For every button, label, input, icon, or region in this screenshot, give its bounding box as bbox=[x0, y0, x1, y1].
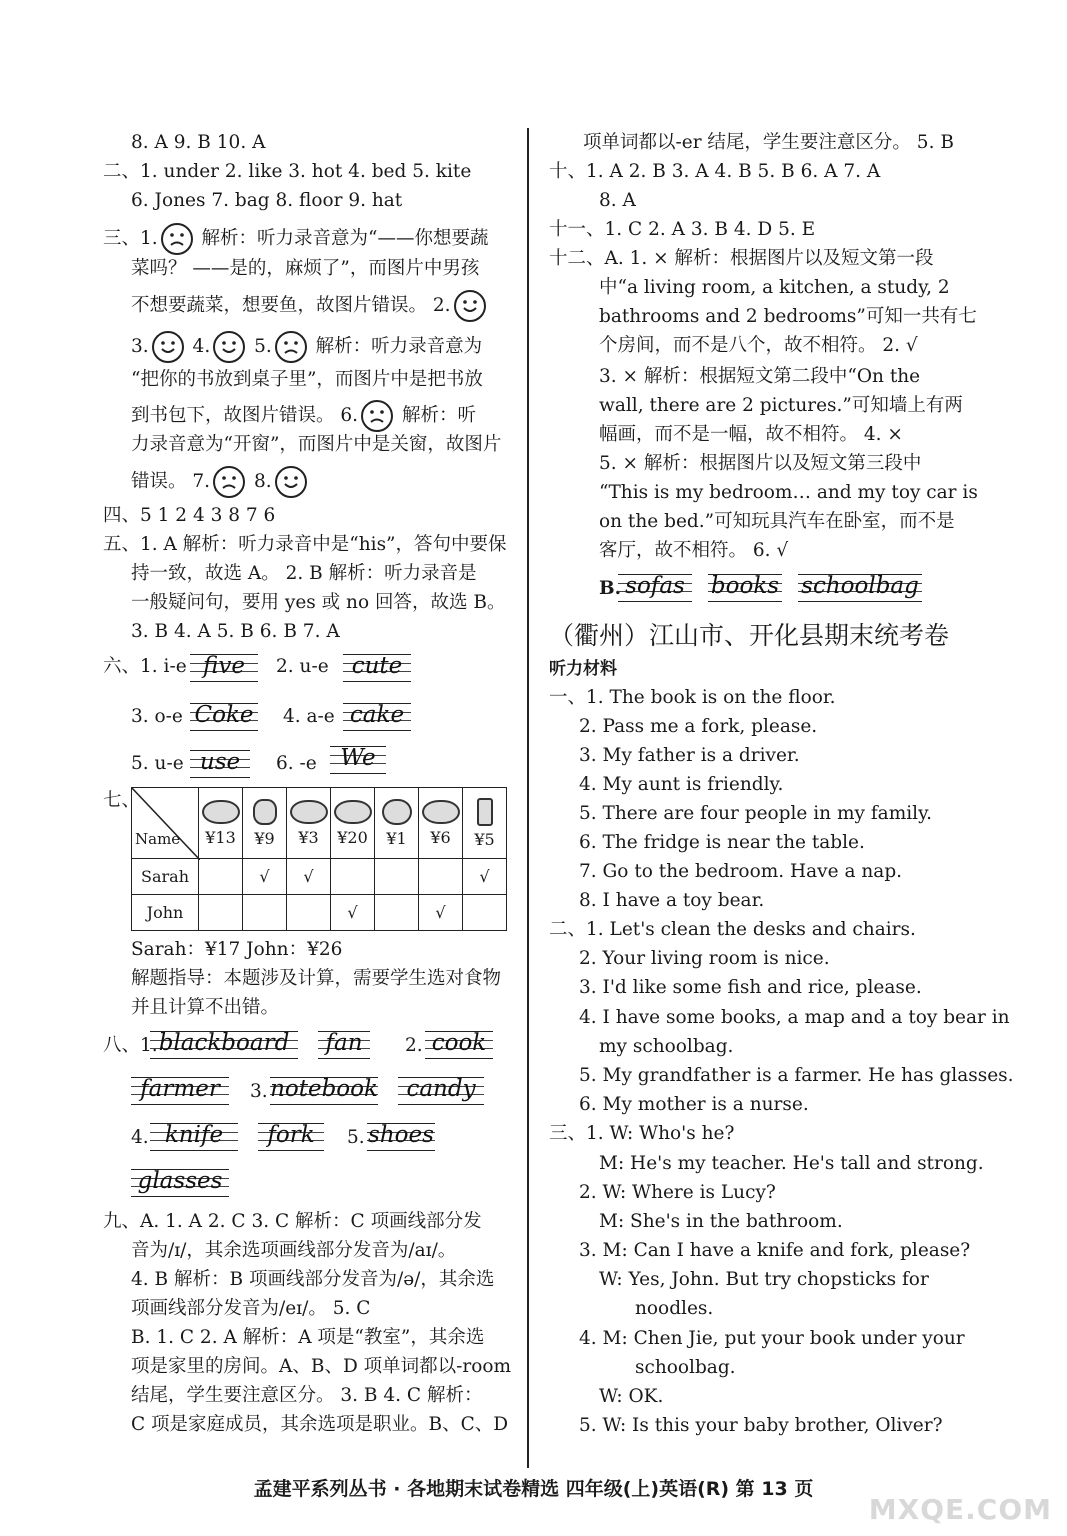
answer-line: 客厅，故不相符。 6. √ bbox=[599, 540, 789, 561]
table-cell bbox=[331, 859, 375, 895]
handwriting-answer: five bbox=[190, 650, 258, 684]
happy-face-icon bbox=[152, 331, 184, 363]
sad-face-icon bbox=[213, 466, 245, 498]
listening-line: 6. The fridge is near the table. bbox=[579, 832, 865, 853]
listening-line: 5. There are four people in my family. bbox=[579, 803, 932, 824]
food-icon bbox=[334, 800, 372, 824]
price: ¥6 bbox=[430, 827, 451, 847]
listening-line: 三、1. W: Who's he? bbox=[549, 1123, 735, 1144]
answer-line: 5. × 解析：根据图片以及短文第三段中 bbox=[599, 453, 922, 474]
watermark-logo bbox=[842, 1446, 1052, 1526]
item-label: B. bbox=[599, 578, 622, 599]
food-column bbox=[463, 788, 507, 859]
answer-line: 十二、A. 1. × 解析：根据图片以及短文第一段 bbox=[549, 248, 934, 269]
table-cell bbox=[375, 895, 419, 931]
handwriting-answer: cook bbox=[425, 1027, 493, 1061]
answer-line: 音为/ɪ/，其余选项画线部分发音为/aɪ/。 bbox=[131, 1240, 457, 1261]
table-cell bbox=[419, 859, 463, 895]
label: 5. bbox=[254, 336, 272, 357]
item-label: 3. bbox=[250, 1081, 268, 1102]
answer-line: 项画线部分发音为/eɪ/。 5. C bbox=[131, 1298, 371, 1319]
answer-line bbox=[131, 331, 482, 363]
exam-title: （衢州）江山市、开化县期末统考卷 bbox=[549, 621, 950, 650]
item-label: 5. bbox=[347, 1127, 365, 1148]
answer-line: 中“a living room, a kitchen, a study, 2 bbox=[599, 277, 950, 298]
answer-line: 3. B 4. A 5. B 6. B 7. A bbox=[131, 621, 340, 642]
answer-line: “This is my bedroom… and my toy car is bbox=[599, 482, 978, 503]
item-label: 4. a-e bbox=[283, 706, 335, 727]
table-cell bbox=[463, 895, 507, 931]
sad-face-icon bbox=[275, 331, 307, 363]
food-column bbox=[243, 788, 287, 859]
answer-line: wall, there are 2 pictures.”可知墙上有两 bbox=[599, 395, 963, 416]
price: ¥5 bbox=[474, 829, 495, 849]
listening-line: schoolbag. bbox=[635, 1357, 736, 1378]
answer-line bbox=[131, 466, 310, 498]
price: ¥20 bbox=[337, 827, 368, 847]
table-cell bbox=[287, 895, 331, 931]
handwriting-answer: notebook bbox=[270, 1073, 378, 1107]
answer-line: “把你的书放到桌子里”，而图片中是把书放 bbox=[131, 369, 483, 390]
handwriting-answer: farmer bbox=[131, 1073, 229, 1107]
listening-line: 2. Pass me a fork, please. bbox=[579, 716, 818, 737]
handwriting-answer: glasses bbox=[131, 1165, 229, 1199]
food-column bbox=[375, 788, 419, 859]
table-row bbox=[132, 859, 507, 895]
table-cell bbox=[199, 859, 243, 895]
soup-icon bbox=[290, 800, 328, 824]
fish-icon bbox=[422, 800, 460, 824]
answer-line: 十、1. A 2. B 3. A 4. B 5. B 6. A 7. A bbox=[549, 161, 881, 182]
answer-line bbox=[131, 290, 489, 322]
answer-line: 8. A bbox=[599, 190, 636, 211]
item-label: 七、 bbox=[103, 790, 141, 811]
explanation: 到书包下，故图片错误。 6. bbox=[131, 405, 359, 426]
handwriting-answer: fan bbox=[318, 1027, 370, 1061]
answer-line: 结尾，学生要注意区分。 3. B 4. C 解析： bbox=[131, 1385, 483, 1406]
answer-line: 十一、1. C 2. A 3. B 4. D 5. E bbox=[549, 219, 816, 240]
price: ¥9 bbox=[254, 828, 275, 848]
table-cell bbox=[243, 895, 287, 931]
answer-line bbox=[131, 400, 476, 432]
explanation: 解析：听 bbox=[401, 405, 476, 426]
label: 三、1. bbox=[103, 228, 158, 249]
answer-line: 个房间，而不是八个，故不相符。 2. √ bbox=[599, 335, 918, 356]
listening-line: 5. W: Is this your baby brother, Oliver? bbox=[579, 1415, 943, 1436]
row-name: Sarah bbox=[132, 859, 199, 895]
totals: Sarah：¥17 John：¥26 bbox=[131, 939, 343, 960]
listening-line: 2. Your living room is nice. bbox=[579, 948, 830, 969]
watermark-text: MXQE.COM bbox=[868, 1493, 1052, 1526]
answer-line bbox=[103, 223, 489, 255]
handwriting-answer: shoes bbox=[367, 1119, 435, 1153]
answer-line: 6. Jones 7. bag 8. floor 9. hat bbox=[131, 190, 403, 211]
answer-line: 持一致，故选 A。 2. B 解析：听力录音是 bbox=[131, 563, 477, 584]
answer-line: on the bed.”可知玩具汽车在卧室，而不是 bbox=[599, 511, 955, 532]
food-column bbox=[331, 788, 375, 859]
food-price-table bbox=[131, 787, 507, 931]
handwriting-answer: fork bbox=[258, 1119, 324, 1153]
answer-line: B. 1. C 2. A 解析：A 项是“教室”，其余选 bbox=[131, 1327, 485, 1348]
answer-line: 项是家里的房间。A、B、D 项单词都以-room bbox=[131, 1356, 512, 1377]
table-cell: √ bbox=[287, 859, 331, 895]
item-label: 六、1. i-e bbox=[103, 656, 187, 677]
listening-line: 8. I have a toy bear. bbox=[579, 890, 765, 911]
explanation: 解析：听力录音意为 bbox=[315, 336, 483, 357]
column-divider bbox=[527, 128, 529, 1468]
answer-line: 五、1. A 解析：听力录音中是“his”，答句中要保 bbox=[103, 534, 507, 555]
answer-line: 四、5 1 2 4 3 8 7 6 bbox=[103, 505, 276, 526]
answer-line: 项单词都以-er 结尾，学生要注意区分。 5. B bbox=[583, 132, 954, 153]
price: ¥13 bbox=[205, 827, 236, 847]
food-column bbox=[199, 788, 243, 859]
listening-line: 2. W: Where is Lucy? bbox=[579, 1182, 776, 1203]
answer-line: C 项是家庭成员，其余选项是职业。B、C、D bbox=[131, 1414, 509, 1435]
listening-line: M: He's my teacher. He's tall and strong. bbox=[599, 1153, 984, 1174]
label: 错误。 7. bbox=[131, 471, 211, 492]
item-label: 6. -e bbox=[276, 753, 317, 774]
handwriting-answer: candy bbox=[398, 1073, 484, 1107]
table-cell bbox=[199, 895, 243, 931]
handwriting-answer: knife bbox=[150, 1119, 238, 1153]
item-label: 4. bbox=[131, 1127, 149, 1148]
answer-line: 菜吗？ ——是的，麻烦了”，而图片中男孩 bbox=[131, 258, 480, 279]
happy-face-icon bbox=[275, 466, 307, 498]
listening-line: my schoolbag. bbox=[599, 1036, 734, 1057]
listening-line: noodles. bbox=[635, 1298, 714, 1319]
listening-line: 一、1. The book is on the floor. bbox=[549, 687, 836, 708]
table-cell: √ bbox=[419, 895, 463, 931]
answer-line: 九、A. 1. A 2. C 3. C 解析：C 项画线部分发 bbox=[103, 1211, 482, 1232]
item-label: 八、1. bbox=[103, 1035, 158, 1056]
sad-face-icon bbox=[361, 400, 393, 432]
drink-icon bbox=[477, 798, 493, 826]
food-column bbox=[287, 788, 331, 859]
table-header-row bbox=[132, 788, 507, 859]
price: ¥1 bbox=[386, 828, 407, 848]
tip-line: 解题指导：本题涉及计算，需要学生选对食物 bbox=[131, 968, 502, 989]
handwriting-answer: books bbox=[708, 570, 782, 604]
listening-line: W: Yes, John. But try chopsticks for bbox=[599, 1269, 929, 1290]
diagonal-header-cell bbox=[132, 788, 199, 859]
noodles-icon bbox=[253, 799, 277, 825]
name-header: Name bbox=[135, 830, 181, 848]
listening-line: 7. Go to the bedroom. Have a nap. bbox=[579, 861, 903, 882]
table-cell: √ bbox=[331, 895, 375, 931]
handwriting-answer: blackboard bbox=[150, 1027, 298, 1061]
listening-line: 3. My father is a driver. bbox=[579, 745, 800, 766]
item-label: 2. bbox=[405, 1035, 423, 1056]
handwriting-answer: We bbox=[330, 742, 386, 776]
item-label: 2. u-e bbox=[276, 656, 329, 677]
sad-face-icon bbox=[161, 223, 193, 255]
table-row bbox=[132, 895, 507, 931]
listening-line: 二、1. Let's clean the desks and chairs. bbox=[549, 919, 916, 940]
answer-line: 幅画，而不是一幅，故不相符。 4. × bbox=[599, 424, 903, 445]
happy-face-icon bbox=[213, 331, 245, 363]
answer-line: 一般疑问句，要用 yes 或 no 回答，故选 B。 bbox=[131, 592, 506, 613]
handwriting-answer: schoolbag bbox=[798, 570, 922, 604]
handwriting-answer: cute bbox=[343, 650, 411, 684]
listening-line: 4. M: Chen Jie, put your book under your bbox=[579, 1328, 965, 1349]
explanation: 解析：听力录音意为“——你想要蔬 bbox=[201, 228, 489, 249]
handwriting-answer: sofas bbox=[618, 570, 692, 604]
row-name: John bbox=[132, 895, 199, 931]
happy-face-icon bbox=[454, 290, 486, 322]
listening-line: 5. My grandfather is a farmer. He has glasses. bbox=[579, 1065, 1014, 1086]
handwriting-answer: Coke bbox=[190, 699, 258, 733]
explanation: 不想要蔬菜，想要鱼，故图片错误。 2. bbox=[131, 295, 451, 316]
listening-line: 4. I have some books, a map and a toy bear in bbox=[579, 1007, 1010, 1028]
answer-line: 4. B 解析：B 项画线部分发音为/ə/，其余选 bbox=[131, 1269, 495, 1290]
food-icon bbox=[202, 800, 240, 824]
price: ¥3 bbox=[298, 827, 319, 847]
listening-line: W: OK. bbox=[599, 1386, 664, 1407]
listening-line: 6. My mother is a nurse. bbox=[579, 1094, 809, 1115]
table-cell: √ bbox=[243, 859, 287, 895]
listening-line: 4. My aunt is friendly. bbox=[579, 774, 784, 795]
answer-line: 力录音意为“开窗”，而图片中是关窗，故图片 bbox=[131, 434, 502, 455]
answer-line: 3. × 解析：根据短文第二段中“On the bbox=[599, 366, 921, 387]
label: 8. bbox=[253, 471, 272, 492]
answer-line: bathrooms and 2 bedrooms”可知一共有七 bbox=[599, 306, 977, 327]
handwriting-answer: cake bbox=[343, 699, 411, 733]
table-cell: √ bbox=[463, 859, 507, 895]
tip-line: 并且计算不出错。 bbox=[131, 997, 280, 1018]
handwriting-answer: use bbox=[190, 746, 250, 780]
table-cell bbox=[375, 859, 419, 895]
page-footer: 孟建平系列丛书 · 各地期末试卷精选 四年级(上)英语(R) 第 13 页 bbox=[253, 1478, 814, 1500]
item-label: 5. u-e bbox=[131, 753, 184, 774]
rice-icon bbox=[382, 799, 412, 825]
listening-line: M: She's in the bathroom. bbox=[599, 1211, 843, 1232]
listening-line: 3. M: Can I have a knife and fork, please? bbox=[579, 1240, 971, 1261]
label: 4. bbox=[192, 336, 211, 357]
answer-line: 8. A 9. B 10. A bbox=[131, 132, 266, 153]
label: 3. bbox=[131, 336, 149, 357]
listening-line: 3. I'd like some fish and rice, please. bbox=[579, 977, 922, 998]
answer-line: 二、1. under 2. like 3. hot 4. bed 5. kite bbox=[103, 161, 472, 182]
item-label: 3. o-e bbox=[131, 706, 183, 727]
section-heading: 听力材料 bbox=[549, 659, 617, 679]
food-column bbox=[419, 788, 463, 859]
